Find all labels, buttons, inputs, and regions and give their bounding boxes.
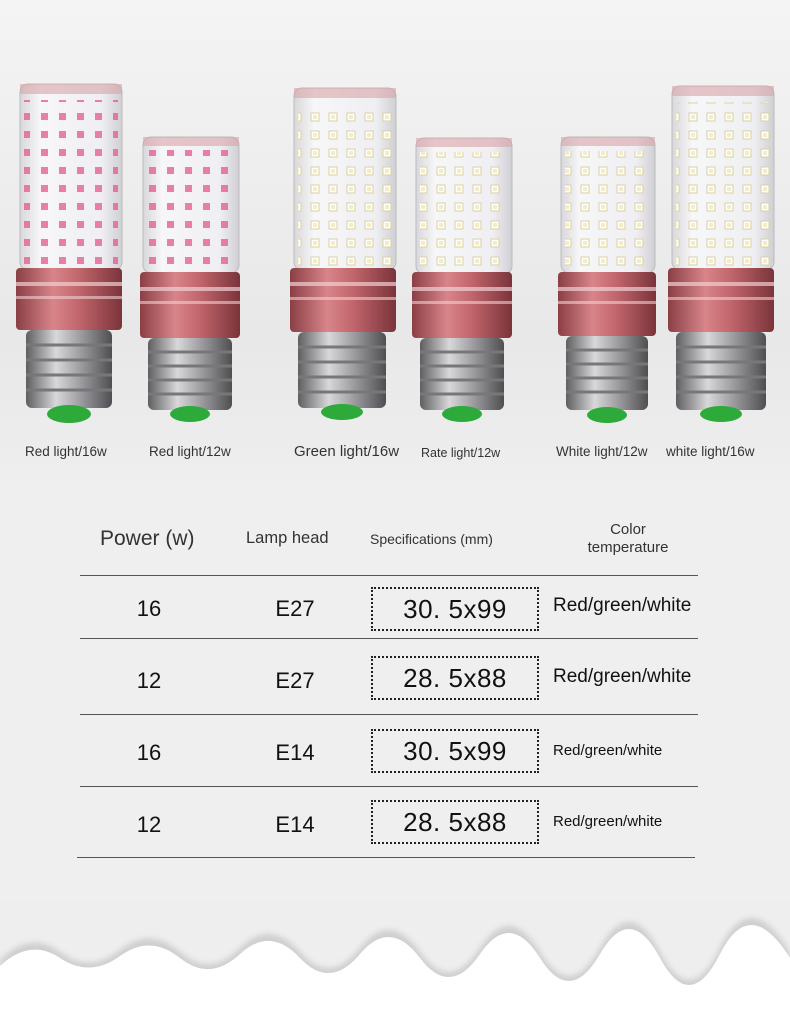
cell-color: Red/green/white — [553, 742, 663, 759]
header-color-temperature — [568, 521, 688, 557]
cell-color: Red/green/white — [553, 595, 692, 616]
cell-power: 16 — [136, 740, 162, 765]
header-color-line1: Color — [610, 521, 646, 538]
caption-red-12w: Red light/12w — [149, 444, 231, 459]
table-divider — [80, 714, 698, 715]
bulb-white-16w — [668, 86, 774, 422]
table-divider — [80, 786, 698, 787]
cell-color: Red/green/white — [553, 813, 663, 830]
bulb-lineup-photo — [0, 0, 790, 480]
cell-power: 12 — [136, 812, 162, 837]
caption-white-16w: white light/16w — [666, 444, 755, 459]
bulb-red-12w — [140, 137, 240, 422]
cell-power: 16 — [136, 596, 162, 621]
decorative-wave — [0, 900, 790, 1014]
caption-rate-12w: Rate light/12w — [421, 446, 501, 460]
cell-lamp-head: E27 — [275, 668, 315, 693]
cell-spec: 30. 5x99 — [371, 587, 539, 631]
bulb-white-12w — [558, 137, 656, 423]
header-power: Power (w) — [100, 527, 195, 550]
bulb-red-16w — [16, 84, 122, 423]
table-divider — [80, 638, 698, 639]
header-specifications: Specifications (mm) — [370, 531, 493, 547]
cell-lamp-head: E14 — [275, 740, 315, 765]
caption-red-16w: Red light/16w — [25, 444, 107, 459]
bulb-rate-12w — [412, 138, 512, 422]
cell-spec: 28. 5x88 — [371, 800, 539, 844]
caption-green-16w: Green light/16w — [294, 443, 400, 460]
cell-power: 12 — [136, 668, 162, 693]
cell-color: Red/green/white — [553, 666, 692, 687]
caption-white-12w: White light/12w — [556, 444, 648, 459]
cell-spec: 30. 5x99 — [371, 729, 539, 773]
table-divider — [77, 857, 695, 858]
header-lamp-head: Lamp head — [246, 529, 329, 547]
bulb-green-16w — [290, 88, 396, 420]
header-color-line2: temperature — [587, 539, 669, 556]
product-photo-area — [0, 0, 790, 480]
cell-lamp-head: E27 — [275, 596, 315, 621]
cell-lamp-head: E14 — [275, 812, 315, 837]
cell-spec: 28. 5x88 — [371, 656, 539, 700]
table-divider — [80, 575, 698, 576]
